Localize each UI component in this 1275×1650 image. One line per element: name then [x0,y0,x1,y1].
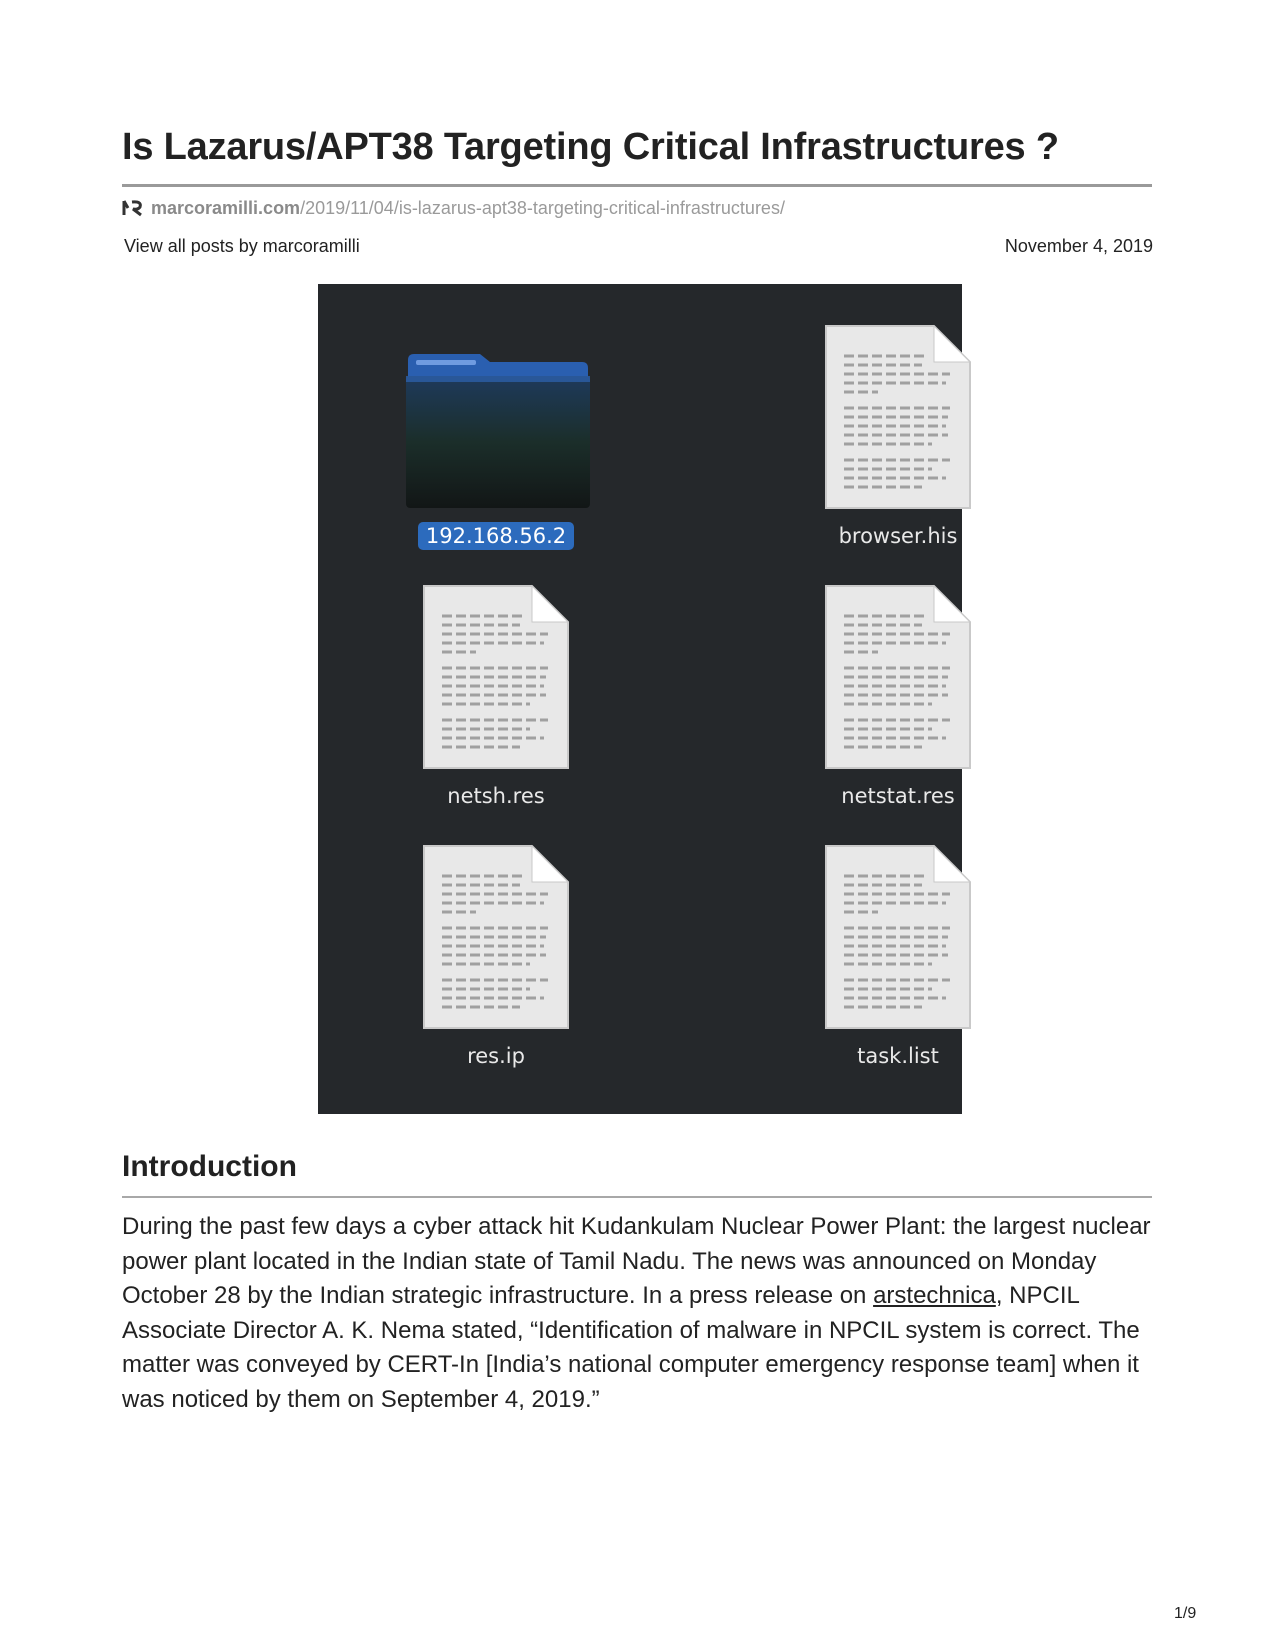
post-date: November 4, 2019 [1004,236,1153,256]
title-divider [122,184,1152,187]
section-heading: Introduction [122,1150,297,1183]
file-item-folder[interactable] [376,304,616,548]
page-title: Is Lazarus/APT38 Targeting Critical Infrastructures ? [122,126,1059,168]
site-logo-icon [122,199,144,217]
file-item[interactable] [376,564,616,808]
file-label[interactable]: 192.168.56.2 [376,524,616,548]
document-icon [822,322,974,512]
intro-text-part1: During the past few days a cyber attack hit Kudankulam Nuclear Power Plant: the largest nuclear power plant located in the Indian state of Tamil Nadu. The news was announced on Monday October 28 by the Indian strategic infrastructure. In a press release on [122,1213,1151,1309]
file-label[interactable]: netstat.res [841,784,955,808]
section-divider [122,1196,1152,1198]
page-number: 1/9 [1174,1605,1197,1622]
file-item[interactable] [778,564,1018,808]
file-item[interactable] [778,304,1018,548]
file-label[interactable]: task.list [857,1044,939,1068]
document-icon [420,842,572,1032]
author-link[interactable]: View all posts by marcoramilli [124,236,360,256]
source-url[interactable] [122,197,785,219]
folder-icon [402,350,592,510]
document-icon [822,842,974,1032]
file-label[interactable]: netsh.res [447,784,545,808]
arstechnica-link[interactable]: arstechnica [873,1282,996,1309]
intro-paragraph [122,1210,1158,1417]
intro-text-part2: , NPCIL Associate Director A. K. Nema stated, “Identification of malware in NPCIL system is correct. The matter was conveyed by CERT-In [India’s national computer emergency response team] when it was noticed by them on September 4, 2019.” [122,1282,1140,1413]
file-item[interactable] [376,824,616,1068]
document-icon [822,582,974,772]
file-browser-screenshot [318,284,962,1114]
file-label[interactable]: browser.his [838,524,958,548]
source-domain[interactable]: marcoramilli.com [151,197,301,218]
file-item[interactable] [778,824,1018,1068]
file-label[interactable]: res.ip [467,1044,525,1068]
source-path[interactable]: /2019/11/04/is-lazarus-apt38-targeting-critical-infrastructures/ [300,197,785,218]
document-icon [420,582,572,772]
